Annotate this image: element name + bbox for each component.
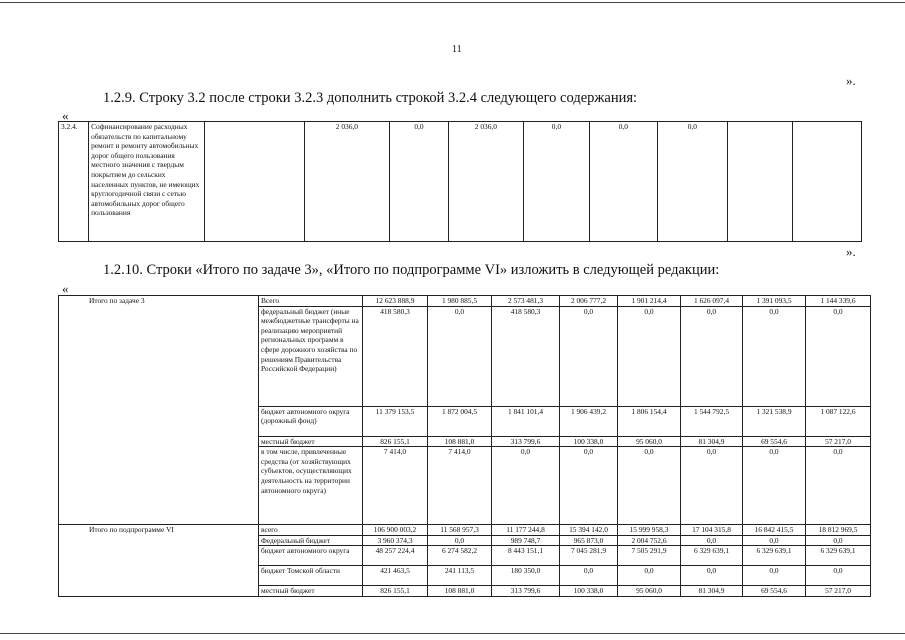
source-cell: местный бюджет [259, 586, 363, 597]
value-cell: 1 087 122,6 [806, 406, 871, 436]
value-cell: 108 881,0 [428, 586, 492, 597]
table-totals [58, 295, 871, 597]
value-cell: 0,0 [806, 306, 871, 406]
value-cell: 826 155,1 [363, 586, 428, 597]
value-cell: 17 104 315,8 [681, 525, 743, 536]
section-1-heading: 1.2.9. Строку 3.2 после строки 3.2.3 дополнить строкой 3.2.4 следующего содержания: [103, 90, 638, 106]
table-row [59, 525, 871, 536]
value-cell [728, 122, 793, 242]
value-cell: 6 329 639,1 [743, 546, 806, 566]
value-cell: 0,0 [560, 306, 618, 406]
value-cell: 8 443 151,1 [492, 546, 560, 566]
source-cell: Федеральный бюджет [259, 535, 363, 546]
table-row [59, 296, 871, 307]
row-source [205, 122, 305, 242]
value-cell: 0,0 [389, 122, 448, 242]
value-cell: 6 329 639,1 [681, 546, 743, 566]
value-cell: 15 394 142,0 [560, 525, 618, 536]
value-cell: 0,0 [681, 566, 743, 586]
scan-edge-bottom [0, 633, 905, 634]
value-cell: 0,0 [681, 447, 743, 525]
value-cell: 2 036,0 [449, 122, 524, 242]
source-cell: федеральный бюджет (иные межбюджетные трансферты на реализацию мероприятий региональных программ в сфере дорожного хозяйства по решениям Правительства Российской Федерации) [259, 306, 363, 406]
value-cell: 989 748,7 [492, 535, 560, 546]
value-cell: 1 980 885,5 [428, 296, 492, 307]
value-cell: 1 144 339,6 [806, 296, 871, 307]
value-cell: 12 623 888,9 [363, 296, 428, 307]
value-cell: 1 906 439,2 [560, 406, 618, 436]
value-cell: 0,0 [590, 122, 657, 242]
value-cell: 15 999 958,3 [618, 525, 681, 536]
row-name: Софинансирование расходных обязательств по капитальному ремонт и ремонту автомобильных дорог общего пользования местного значения с твердым покрытием до сельских населенных пунктов, не имеющих круглогодичной связи с сетью автомобильных дорог общего пользования [89, 122, 205, 242]
value-cell: 418 580,3 [363, 306, 428, 406]
value-cell: 106 900 003,2 [363, 525, 428, 536]
table-row [59, 122, 862, 242]
value-cell: 2 036,0 [304, 122, 389, 242]
table-row-3-2-4 [58, 121, 862, 242]
value-cell: 1 544 792,5 [681, 406, 743, 436]
value-cell: 11 568 957,3 [428, 525, 492, 536]
value-cell: 0,0 [560, 447, 618, 525]
value-cell: 826 155,1 [363, 436, 428, 447]
value-cell: 6 274 582,2 [428, 546, 492, 566]
value-cell: 81 304,9 [681, 586, 743, 597]
value-cell: 2 573 481,3 [492, 296, 560, 307]
value-cell: 2 006 777,2 [560, 296, 618, 307]
value-cell: 0,0 [618, 566, 681, 586]
value-cell: 0,0 [743, 306, 806, 406]
value-cell: 0,0 [743, 566, 806, 586]
value-cell: 7 045 281,9 [560, 546, 618, 566]
value-cell: 418 580,3 [492, 306, 560, 406]
value-cell: 100 338,0 [560, 586, 618, 597]
value-cell: 18 812 969,5 [806, 525, 871, 536]
value-cell: 100 338,0 [560, 436, 618, 447]
value-cell: 11 379 153,5 [363, 406, 428, 436]
value-cell: 2 004 752,6 [618, 535, 681, 546]
value-cell: 69 554,6 [743, 586, 806, 597]
source-cell: бюджет Томской области [259, 566, 363, 586]
value-cell: 0,0 [523, 122, 589, 242]
value-cell: 0,0 [681, 535, 743, 546]
section-2-heading: 1.2.10. Строки «Итого по задаче 3», «Итого по подпрограмме VI» изложить в следующей редакции: [103, 262, 720, 278]
value-cell: 6 329 639,1 [806, 546, 871, 566]
value-cell: 81 304,9 [681, 436, 743, 447]
value-cell: 0,0 [428, 535, 492, 546]
row-code: 3.2.4. [59, 122, 89, 242]
value-cell: 0,0 [681, 306, 743, 406]
source-cell: Всего [259, 296, 363, 307]
group-title-task3: Итого по задаче 3 [59, 296, 259, 525]
value-cell: 1 841 101,4 [492, 406, 560, 436]
value-cell: 180 350,0 [492, 566, 560, 586]
value-cell: 3 960 374,3 [363, 535, 428, 546]
value-cell: 0,0 [492, 447, 560, 525]
opening-quote-2: « [62, 281, 69, 296]
value-cell: 48 257 224,4 [363, 546, 428, 566]
value-cell: 69 554,6 [743, 436, 806, 447]
scan-edge-top [0, 2, 905, 3]
value-cell: 0,0 [428, 306, 492, 406]
value-cell: 0,0 [743, 535, 806, 546]
value-cell: 1 626 097,4 [681, 296, 743, 307]
opening-quote-1: « [62, 108, 69, 123]
value-cell: 108 881,0 [428, 436, 492, 447]
value-cell: 0,0 [806, 566, 871, 586]
closing-quote-1: ». [846, 73, 856, 88]
value-cell: 0,0 [743, 447, 806, 525]
value-cell: 0,0 [806, 535, 871, 546]
group-title-subprogram6: Итого по подпрограмме VI [59, 525, 259, 597]
value-cell: 7 505 291,9 [618, 546, 681, 566]
value-cell: 57 217,0 [806, 586, 871, 597]
value-cell: 1 901 214,4 [618, 296, 681, 307]
value-cell: 0,0 [560, 566, 618, 586]
closing-quote-2: ». [846, 244, 856, 259]
source-cell: в том числе, привлеченные средства (от хозяйствующих субъектов, осуществляющих деятельность на территории автономного округа) [259, 447, 363, 525]
value-cell: 241 113,5 [428, 566, 492, 586]
value-cell: 11 177 244,8 [492, 525, 560, 536]
source-cell: бюджет автономного округа [259, 546, 363, 566]
source-cell: всего [259, 525, 363, 536]
value-cell: 16 842 415,5 [743, 525, 806, 536]
value-cell: 1 321 538,9 [743, 406, 806, 436]
value-cell [793, 122, 862, 242]
value-cell: 57 217,0 [806, 436, 871, 447]
value-cell: 7 414,0 [363, 447, 428, 525]
source-cell: бюджет автономного округа (дорожный фонд) [259, 406, 363, 436]
value-cell: 0,0 [806, 447, 871, 525]
value-cell: 95 060,0 [618, 586, 681, 597]
value-cell: 0,0 [618, 306, 681, 406]
value-cell: 95 060,0 [618, 436, 681, 447]
value-cell: 421 463,5 [363, 566, 428, 586]
source-cell: местный бюджет [259, 436, 363, 447]
value-cell: 0,0 [618, 447, 681, 525]
value-cell: 313 799,6 [492, 586, 560, 597]
value-cell: 1 806 154,4 [618, 406, 681, 436]
page-number: 11 [452, 44, 462, 55]
value-cell: 965 873,0 [560, 535, 618, 546]
value-cell: 0,0 [657, 122, 728, 242]
value-cell: 313 799,6 [492, 436, 560, 447]
value-cell: 1 391 093,5 [743, 296, 806, 307]
value-cell: 7 414,0 [428, 447, 492, 525]
value-cell: 1 872 004,5 [428, 406, 492, 436]
